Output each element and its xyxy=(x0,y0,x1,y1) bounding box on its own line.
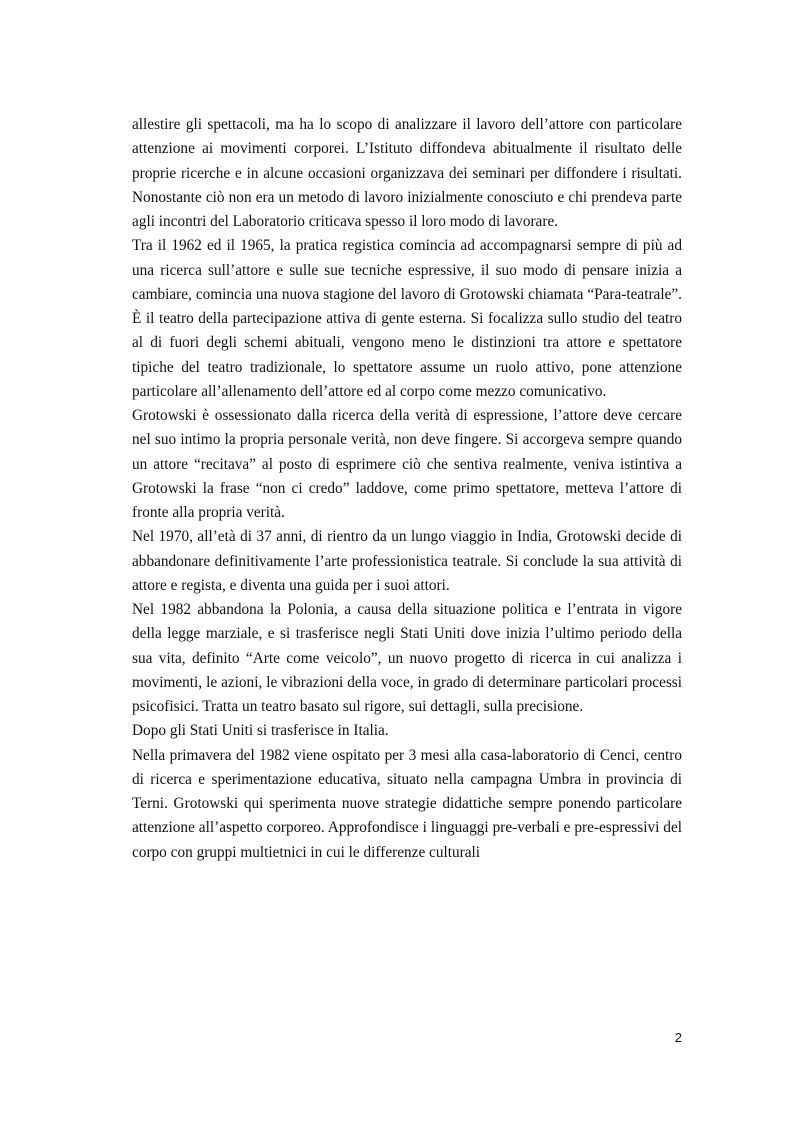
paragraph-4: Nel 1970, all’età di 37 anni, di rientro da un lungo viaggio in India, Grotowski decide di abbandonare definitivamente l’arte professionistica teatrale. Si conclude la sua attività di attore e regista, e diventa una guida per i suoi attori. xyxy=(132,528,682,594)
body-text xyxy=(132,113,682,865)
paragraph-7: Nella primavera del 1982 viene ospitato per 3 mesi alla casa-laboratorio di Cenci, centro di ricerca e sperimentazione educativa, situato nella campagna Umbra in provincia di Terni. Grotowski qui sperimenta nuove strategie didattiche sempre ponendo particolare attenzione all’aspetto corporeo. Approfondisce i linguaggi pre-verbali e pre-espressivi del corpo con gruppi multietnici in cui le differenze culturali xyxy=(132,746,682,861)
page-number: 2 xyxy=(674,1030,682,1045)
paragraph-2: Tra il 1962 ed il 1965, la pratica registica comincia ad accompagnarsi sempre di più ad una ricerca sull’attore e sulle sue tecniche espressive, il suo modo di pensare inizia a cambiare, comincia una nuova stagione del lavoro di Grotowski chiamata “Para-teatrale”. È il teatro della partecipazione attiva di gente esterna. Si focalizza sullo studio del teatro al di fuori degli schemi abituali, vengono meno le distinzioni tra attore e spettatore tipiche del teatro tradizionale, lo spettatore assume un ruolo attivo, pone attenzione particolare all’allenamento dell’attore ed al corpo come mezzo comunicativo. xyxy=(132,237,682,400)
paragraph-6: Dopo gli Stati Uniti si trasferisce in Italia. xyxy=(132,722,389,740)
paragraph-5: Nel 1982 abbandona la Polonia, a causa della situazione politica e l’entrata in vigore della legge marziale, e si trasferisce negli Stati Uniti dove inizia l’ultimo periodo della sua vita, definito “Arte come veicolo”, un nuovo progetto di ricerca in cui analizza i movimenti, le azioni, le vibrazioni della voce, in grado di determinare particolari processi psicofisici. Tratta un teatro basato sul rigore, sui dettagli, sulla precisione. xyxy=(132,601,682,715)
paragraph-3: Grotowski è ossessionato dalla ricerca della verità di espressione, l’attore deve cercare nel suo intimo la propria personale verità, non deve fingere. Si accorgeva sempre quando un attore “recitava” al posto di esprimere ciò che sentiva realmente, veniva istintiva a Grotowski la frase “non ci credo” laddove, come primo spettatore, metteva l’attore di fronte alla propria verità. xyxy=(132,407,682,521)
paragraph-1: allestire gli spettacoli, ma ha lo scopo di analizzare il lavoro dell’attore con particolare attenzione ai movimenti corporei. L’Istituto diffondeva abitualmente il risultato delle proprie ricerche e in alcune occasioni organizzava dei seminari per diffondere i risultati. Nonostante ciò non era un metodo di lavoro inizialmente conosciuto e chi prendeva parte agli incontri del Laboratorio criticava spesso il loro modo di lavorare. xyxy=(132,116,682,230)
